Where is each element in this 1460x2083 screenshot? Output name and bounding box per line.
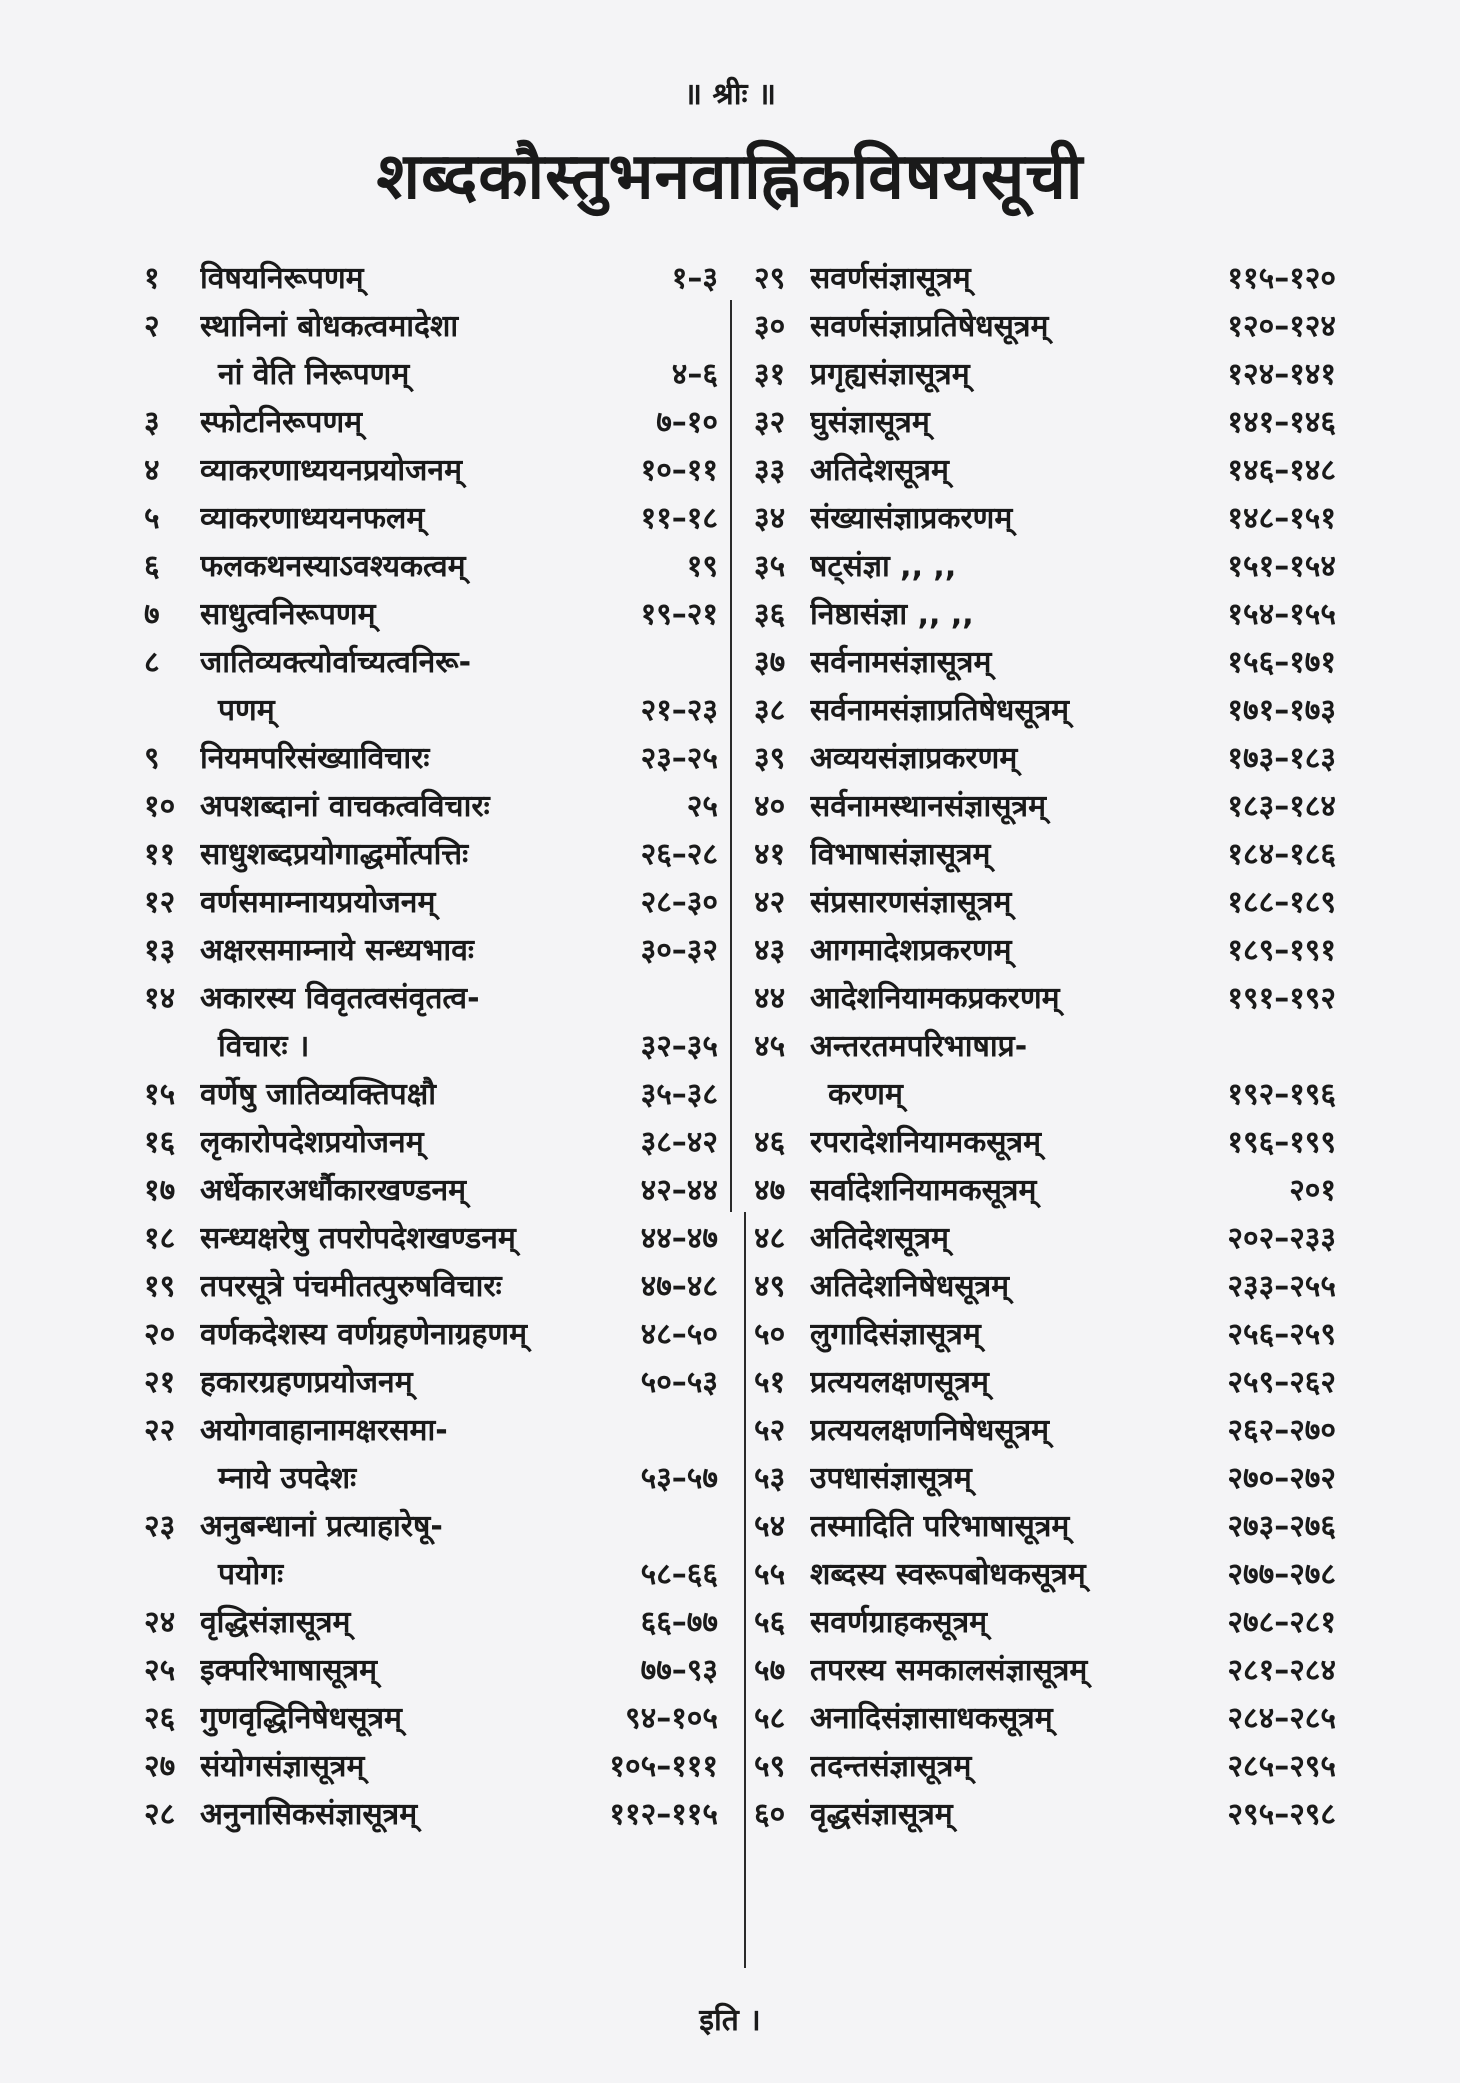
entry-pages: १५४–१५५ (1227, 597, 1336, 632)
entry-topic: फलकथनस्याऽवश्यकत्वम् (200, 549, 466, 584)
entry-number: १७ (144, 1173, 176, 1208)
toc-entry (138, 351, 718, 399)
entry-number (138, 1455, 200, 1503)
entry-pages: ४७–४८ (640, 1269, 718, 1304)
entry-number: २८ (144, 1797, 176, 1832)
entry-pages: ४८–५० (640, 1317, 718, 1352)
entry-pages: २७०–२७२ (1227, 1461, 1336, 1496)
entry-number: ५१ (754, 1365, 786, 1400)
toc-entry (748, 1407, 1336, 1455)
entry-number: ५९ (754, 1749, 786, 1784)
entry-number: २२ (144, 1413, 176, 1448)
toc-entry (138, 1071, 718, 1119)
entry-number: ३४ (754, 501, 786, 536)
toc-entry (138, 303, 718, 351)
entry-topic: वर्णसमाम्नायप्रयोजनम् (200, 885, 436, 920)
toc-entry (138, 399, 718, 447)
entry-topic: हकारग्रहणप्रयोजनम् (200, 1365, 413, 1400)
toc-entry (138, 1647, 718, 1695)
toc-entry (748, 1119, 1336, 1167)
toc-entry (138, 1599, 718, 1647)
entry-number: १० (144, 789, 176, 824)
entry-topic: सवर्णग्राहकसूत्रम् (810, 1605, 988, 1640)
entry-pages: १९ (686, 549, 718, 584)
entry-number: १३ (144, 933, 176, 968)
toc-entry (138, 255, 718, 303)
entry-topic: प्रत्ययलक्षणनिषेधसूत्रम् (810, 1413, 1050, 1448)
entry-pages: ६६–७७ (640, 1605, 718, 1640)
toc-entry (748, 975, 1336, 1023)
entry-number: ३ (144, 405, 160, 440)
entry-pages (1328, 1023, 1336, 1071)
entry-pages: १८९–१९१ (1227, 933, 1336, 968)
entry-number: ५ (144, 501, 160, 536)
entry-number: ४० (754, 789, 786, 824)
entry-topic: अन्तरतमपरिभाषाप्र- (810, 1029, 1028, 1064)
toc-entry (138, 1119, 718, 1167)
entry-topic: नां वेति निरूपणम् (218, 357, 410, 392)
entry-pages: १९६–१९९ (1227, 1125, 1336, 1160)
toc-entry (748, 879, 1336, 927)
toc-entry (748, 1311, 1336, 1359)
entry-topic: सन्ध्यक्षरेषु तपरोपदेशखण्डनम् (200, 1221, 516, 1256)
toc-entry (748, 687, 1336, 735)
page-title: शब्दकौस्तुभनवाह्निकविषयसूची (376, 140, 1084, 214)
entry-number: ३७ (754, 645, 786, 680)
entry-topic: संख्यासंज्ञाप्रकरणम् (810, 501, 1013, 536)
toc-entry (748, 639, 1336, 687)
entry-topic: लृकारोपदेशप्रयोजनम् (200, 1125, 424, 1160)
entry-topic: सर्वनामसंज्ञाप्रतिषेधसूत्रम् (810, 693, 1070, 728)
entry-pages: २८५–२९५ (1227, 1749, 1336, 1784)
entry-topic: स्फोटनिरूपणम् (200, 405, 363, 440)
entry-topic: सर्वनामसंज्ञासूत्रम् (810, 645, 992, 680)
toc-entry (138, 591, 718, 639)
entry-pages: २७७–२७८ (1227, 1557, 1336, 1592)
entry-number: ३० (754, 309, 786, 344)
entry-pages: ५८–६६ (640, 1557, 718, 1592)
entry-pages: ४२–४४ (640, 1173, 718, 1208)
toc-entry (138, 1023, 718, 1071)
toc-entry (748, 1695, 1336, 1743)
entry-number: ३९ (754, 741, 786, 776)
entry-pages: १०५–१११ (609, 1749, 718, 1784)
entry-topic: पयोगः (218, 1557, 284, 1592)
entry-pages: २५६–२५९ (1227, 1317, 1336, 1352)
toc-entry (748, 303, 1336, 351)
entry-topic: रपरादेशनियामकसूत्रम् (810, 1125, 1042, 1160)
entry-pages: ११२–११५ (609, 1797, 718, 1832)
entry-topic: अव्ययसंज्ञाप्रकरणम् (810, 741, 1018, 776)
entry-number: ४५ (754, 1029, 786, 1064)
toc-entry (748, 1599, 1336, 1647)
entry-number: २७ (144, 1749, 176, 1784)
toc-entry (748, 255, 1336, 303)
entry-number: ३८ (754, 693, 786, 728)
entry-pages: १८३–१८४ (1227, 789, 1336, 824)
entry-number: ५५ (754, 1557, 786, 1592)
entry-number (748, 1071, 810, 1119)
entry-pages: २५९–२६२ (1227, 1365, 1336, 1400)
entry-number: ३२ (754, 405, 786, 440)
entry-number (138, 687, 200, 735)
entry-pages: १८४–१८६ (1227, 837, 1336, 872)
entry-number: ४७ (754, 1173, 786, 1208)
toc-entry (138, 1359, 718, 1407)
toc-entry (748, 1263, 1336, 1311)
entry-topic: प्रगृह्यसंज्ञासूत्रम् (810, 357, 970, 392)
entry-pages (710, 303, 718, 351)
entry-topic: वृद्धसंज्ञासूत्रम् (810, 1797, 953, 1832)
entry-number: १६ (144, 1125, 176, 1160)
entry-number: १२ (144, 885, 176, 920)
entry-number: ४३ (754, 933, 786, 968)
entry-pages: १७३–१८३ (1227, 741, 1336, 776)
entry-pages: २७३–२७६ (1227, 1509, 1336, 1544)
entry-number: २० (144, 1317, 176, 1352)
toc-entry (748, 1023, 1336, 1071)
entry-number: २४ (144, 1605, 176, 1640)
toc-entry (748, 591, 1336, 639)
toc-entry (138, 975, 718, 1023)
toc-entry (748, 447, 1336, 495)
entry-topic: वर्णेषु जातिव्यक्तिपक्षौ (200, 1077, 436, 1112)
entry-number: ८ (144, 645, 160, 680)
toc-entry (138, 1791, 718, 1839)
entry-pages: २७८–२८१ (1227, 1605, 1336, 1640)
invocation: ॥ श्रीः ॥ (684, 77, 776, 112)
entry-number: २१ (144, 1365, 176, 1400)
toc-entry (138, 1167, 718, 1215)
entry-pages: ११–१८ (640, 501, 718, 536)
toc-entry (138, 735, 718, 783)
entry-topic: गुणवृद्धिनिषेधसूत्रम् (200, 1701, 402, 1736)
toc-entry (748, 1791, 1336, 1839)
toc-entry (138, 687, 718, 735)
toc-entry (748, 1359, 1336, 1407)
entry-number: १८ (144, 1221, 176, 1256)
entry-number (138, 351, 200, 399)
entry-pages: १९२–१९६ (1227, 1077, 1336, 1112)
entry-number: १ (144, 261, 160, 296)
entry-topic: म्नाये उपदेशः (218, 1461, 357, 1496)
entry-topic: लुगादिसंज्ञासूत्रम् (810, 1317, 981, 1352)
entry-topic: षट्संज्ञा ,, ,, (810, 549, 957, 584)
entry-number: ३५ (754, 549, 786, 584)
entry-pages: १–३ (671, 261, 718, 296)
toc-entry (138, 879, 718, 927)
entry-topic: स्थानिनां बोधकत्वमादेशा (200, 309, 459, 344)
entry-topic: पणम् (218, 693, 275, 728)
entry-pages: ५३–५७ (640, 1461, 718, 1496)
entry-pages: २९५–२९८ (1227, 1797, 1336, 1832)
toc-entry (138, 1695, 718, 1743)
toc-entry (138, 543, 718, 591)
entry-pages: २६२–२७० (1227, 1413, 1336, 1448)
entry-number: ४१ (754, 837, 786, 872)
entry-pages: १४८–१५१ (1227, 501, 1336, 536)
entry-topic: अनुनासिकसंज्ञासूत्रम् (200, 1797, 418, 1832)
entry-number: ४४ (754, 981, 786, 1016)
entry-topic: अयोगवाहानामक्षरसमा- (200, 1413, 448, 1448)
entry-topic: व्याकरणाध्ययनप्रयोजनम् (200, 453, 463, 488)
toc-entry (138, 1407, 718, 1455)
entry-pages: ५०–५३ (640, 1365, 718, 1400)
entry-number: २३ (144, 1509, 176, 1544)
toc-entry (138, 783, 718, 831)
entry-pages: १०–११ (640, 453, 718, 488)
entry-number: २ (144, 309, 160, 344)
entry-pages: १९१–१९२ (1227, 981, 1336, 1016)
toc-entry (748, 1551, 1336, 1599)
entry-pages: १८८–१८९ (1227, 885, 1336, 920)
entry-topic: संप्रसारणसंज्ञासूत्रम् (810, 885, 1012, 920)
entry-number: ११ (144, 837, 176, 872)
entry-pages: ७–१० (656, 405, 718, 440)
entry-pages: २८१–२८४ (1227, 1653, 1336, 1688)
toc-entry (748, 1167, 1336, 1215)
entry-topic: अर्धेकारअर्धौकारखण्डनम् (200, 1173, 467, 1208)
entry-topic: अतिदेशसूत्रम् (810, 453, 949, 488)
entry-number: ५० (754, 1317, 786, 1352)
entry-number: २५ (144, 1653, 176, 1688)
entry-number (138, 1023, 200, 1071)
toc-entry (138, 495, 718, 543)
entry-number: ५३ (754, 1461, 786, 1496)
entry-number: ९ (144, 741, 160, 776)
entry-pages: १७१–१७३ (1227, 693, 1336, 728)
entry-topic: वर्णकदेशस्य वर्णग्रहणेनाग्रहणम् (200, 1317, 528, 1352)
toc-entry (748, 927, 1336, 975)
entry-topic: जातिव्यक्त्योर्वाच्यत्वनिरू- (200, 645, 472, 680)
entry-pages (710, 1503, 718, 1551)
entry-topic: करणम् (828, 1077, 903, 1112)
entry-topic: प्रत्ययलक्षणसूत्रम् (810, 1365, 989, 1400)
entry-pages: १९–२१ (640, 597, 718, 632)
entry-number: ७ (144, 597, 160, 632)
entry-topic: इक्परिभाषासूत्रम् (200, 1653, 378, 1688)
entry-number: १५ (144, 1077, 176, 1112)
entry-pages: १४१–१४६ (1227, 405, 1336, 440)
toc-entry (138, 1743, 718, 1791)
entry-pages: ३२–३५ (640, 1029, 718, 1064)
entry-topic: अनुबन्धानां प्रत्याहारेषू- (200, 1509, 443, 1544)
entry-pages: २३३–२५५ (1227, 1269, 1336, 1304)
entry-pages: २५ (686, 789, 718, 824)
entry-number: ४९ (754, 1269, 786, 1304)
entry-topic: अनादिसंज्ञासाधकसूत्रम् (810, 1701, 1053, 1736)
entry-pages: २८४–२८५ (1227, 1701, 1336, 1736)
toc-entry (748, 735, 1336, 783)
toc-entry (748, 783, 1336, 831)
toc-entry (748, 495, 1336, 543)
entry-number: ४ (144, 453, 160, 488)
toc-left-column (138, 255, 718, 1839)
toc-entry (138, 1311, 718, 1359)
entry-topic: उपधासंज्ञासूत्रम् (810, 1461, 972, 1496)
toc-entry (748, 1647, 1336, 1695)
entry-topic: तपरसूत्रे पंचमीतत्पुरुषविचारः (200, 1269, 502, 1304)
toc-entry (138, 831, 718, 879)
entry-pages: १२०–१२४ (1227, 309, 1336, 344)
entry-topic: सवर्णसंज्ञासूत्रम् (810, 261, 971, 296)
entry-topic: अपशब्दानां वाचकत्वविचारः (200, 789, 490, 824)
entry-number: ६ (144, 549, 160, 584)
toc-entry (748, 1743, 1336, 1791)
entry-number: ६० (754, 1797, 786, 1832)
entry-pages (710, 1407, 718, 1455)
entry-number: ५६ (754, 1605, 786, 1640)
entry-pages: ३०–३२ (640, 933, 718, 968)
entry-pages: २८–३० (640, 885, 718, 920)
entry-number: १९ (144, 1269, 176, 1304)
entry-topic: घुसंज्ञासूत्रम् (810, 405, 930, 440)
entry-pages: २०२–२३३ (1227, 1221, 1336, 1256)
toc-entry (138, 447, 718, 495)
entry-topic: विचारः । (218, 1029, 310, 1064)
entry-topic: व्याकरणाध्ययनफलम् (200, 501, 425, 536)
entry-topic: तस्मादिति परिभाषासूत्रम् (810, 1509, 1070, 1544)
entry-pages: ४४–४७ (640, 1221, 718, 1256)
toc-entry (748, 351, 1336, 399)
entry-pages: ११५–१२० (1227, 261, 1336, 296)
entry-pages: १५६–१७१ (1227, 645, 1336, 680)
entry-pages: २६–२८ (640, 837, 718, 872)
toc-entry (138, 1263, 718, 1311)
entry-topic: निष्ठासंज्ञा ,, ,, (810, 597, 974, 632)
entry-topic: तदन्तसंज्ञासूत्रम् (810, 1749, 972, 1784)
toc-entry (138, 1551, 718, 1599)
toc-entry (748, 1071, 1336, 1119)
entry-topic: तपरस्य समकालसंज्ञासूत्रम् (810, 1653, 1088, 1688)
entry-topic: आगमादेशप्रकरणम् (810, 933, 1012, 968)
entry-topic: संयोगसंज्ञासूत्रम् (200, 1749, 365, 1784)
entry-number: ४८ (754, 1221, 786, 1256)
entry-topic: साधुशब्दप्रयोगाद्धर्मोत्पत्तिः (200, 837, 469, 872)
toc-entry (748, 1455, 1336, 1503)
entry-topic: अक्षरसमाम्नाये सन्ध्यभावः (200, 933, 474, 968)
toc-entry (138, 639, 718, 687)
toc-entry (748, 831, 1336, 879)
entry-topic: साधुत्वनिरूपणम् (200, 597, 376, 632)
entry-number: ३३ (754, 453, 786, 488)
entry-pages: २१–२३ (640, 693, 718, 728)
entry-pages: ३८–४२ (640, 1125, 718, 1160)
toc-entry (138, 927, 718, 975)
toc-entry (748, 543, 1336, 591)
entry-number: ४२ (754, 885, 786, 920)
entry-number: ५८ (754, 1701, 786, 1736)
entry-topic: विभाषासंज्ञासूत्रम् (810, 837, 991, 872)
entry-topic: वृद्धिसंज्ञासूत्रम् (200, 1605, 351, 1640)
entry-number (138, 1551, 200, 1599)
entry-number: ४६ (754, 1125, 786, 1160)
entry-topic: अकारस्य विवृतत्वसंवृतत्व- (200, 981, 480, 1016)
entry-topic: सर्वादेशनियामकसूत्रम् (810, 1173, 1037, 1208)
entry-topic: नियमपरिसंख्याविचारः (200, 741, 430, 776)
toc-entry (748, 1215, 1336, 1263)
entry-pages: २३–२५ (640, 741, 718, 776)
entry-topic: आदेशनियामकप्रकरणम् (810, 981, 1060, 1016)
toc-entry (748, 399, 1336, 447)
toc-entry (138, 1503, 718, 1551)
entry-pages (710, 975, 718, 1023)
column-divider-lower (744, 1212, 746, 1968)
entry-number: ५२ (754, 1413, 786, 1448)
entry-pages: १५१–१५४ (1227, 549, 1336, 584)
entry-topic: शब्दस्य स्वरूपबोधकसूत्रम् (810, 1557, 1086, 1592)
entry-number: ५७ (754, 1653, 786, 1688)
entry-topic: विषयनिरूपणम् (200, 261, 364, 296)
entry-topic: अतिदेशनिषेधसूत्रम् (810, 1269, 1010, 1304)
entry-number: २९ (754, 261, 786, 296)
column-divider-upper (730, 300, 732, 1212)
entry-number: २६ (144, 1701, 176, 1736)
toc-entry (748, 1503, 1336, 1551)
entry-topic: सर्वनामस्थानसंज्ञासूत्रम् (810, 789, 1047, 824)
entry-number: ३१ (754, 357, 786, 392)
toc-entry (138, 1455, 718, 1503)
entry-pages: ३५–३८ (640, 1077, 718, 1112)
toc-right-column (748, 255, 1336, 1839)
entry-pages: ४–६ (671, 357, 718, 392)
entry-pages: ९४–१०५ (625, 1701, 718, 1736)
toc-entry (138, 1215, 718, 1263)
entry-number: १४ (144, 981, 176, 1016)
entry-topic: अतिदेशसूत्रम् (810, 1221, 949, 1256)
entry-pages (710, 639, 718, 687)
entry-pages: २०१ (1289, 1173, 1336, 1208)
entry-number: ३६ (754, 597, 786, 632)
entry-number: ५४ (754, 1509, 786, 1544)
footer-iti: इति । (699, 2003, 761, 2038)
entry-pages: १४६–१४८ (1227, 453, 1336, 488)
entry-pages: १२४–१४१ (1227, 357, 1336, 392)
entry-topic: सवर्णसंज्ञाप्रतिषेधसूत्रम् (810, 309, 1049, 344)
entry-pages: ७७–९३ (640, 1653, 718, 1688)
